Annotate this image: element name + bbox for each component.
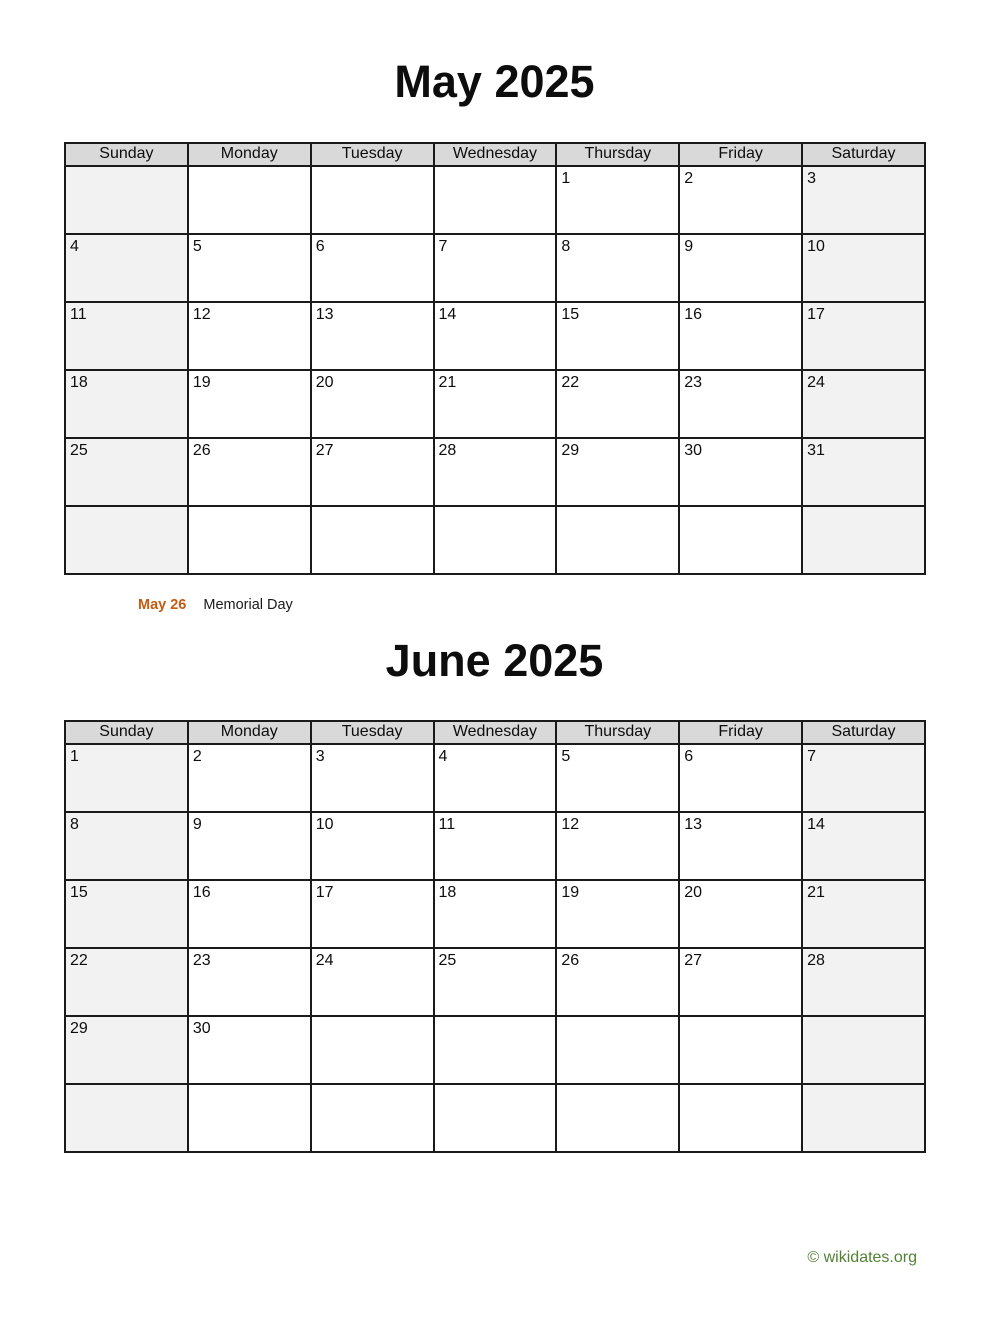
- calendar-empty-cell: [65, 506, 188, 574]
- calendar-day-cell: [679, 438, 802, 506]
- day-number: 28: [438, 442, 457, 459]
- weekday-header-tuesday: Tuesday: [311, 143, 434, 166]
- calendar-day-cell: [65, 438, 188, 506]
- calendar-day-cell: [65, 1016, 188, 1084]
- calendar-day-cell: [434, 812, 557, 880]
- weekday-header-sunday: Sunday: [65, 143, 188, 166]
- calendar-week-row: [65, 370, 925, 438]
- calendar-empty-cell: [679, 1016, 802, 1084]
- day-number: 10: [807, 238, 825, 255]
- calendar-day-cell: [188, 812, 311, 880]
- months-container: [0, 56, 989, 1153]
- weekday-header-tuesday: Tuesday: [311, 721, 434, 744]
- calendar-week-row: [65, 234, 925, 302]
- calendar-week-row: [65, 948, 925, 1016]
- day-number: 31: [807, 442, 825, 459]
- calendar-day-cell: [679, 166, 802, 234]
- day-number: 26: [192, 442, 211, 459]
- day-number: 8: [561, 238, 571, 255]
- day-number: 21: [438, 374, 457, 391]
- calendar-day-cell: [65, 370, 188, 438]
- calendar-day-cell: [188, 370, 311, 438]
- calendar-day-cell: [434, 880, 557, 948]
- calendar-day-cell: [556, 370, 679, 438]
- day-number: 6: [684, 748, 694, 765]
- day-number: 30: [192, 1020, 211, 1037]
- weekday-header-wednesday: Wednesday: [434, 721, 557, 744]
- calendar-empty-cell: [311, 166, 434, 234]
- day-number: 2: [192, 748, 202, 765]
- calendar-empty-cell: [311, 506, 434, 574]
- day-number: 16: [684, 306, 703, 323]
- calendar-empty-cell: [188, 506, 311, 574]
- calendar-day-cell: [434, 948, 557, 1016]
- calendar-empty-cell: [679, 506, 802, 574]
- calendar-day-cell: [434, 234, 557, 302]
- calendar-empty-cell: [65, 166, 188, 234]
- day-number: 13: [315, 306, 334, 323]
- calendar-day-cell: [65, 302, 188, 370]
- calendar-day-cell: [556, 302, 679, 370]
- calendar-day-cell: [434, 744, 557, 812]
- calendar-empty-cell: [311, 1084, 434, 1152]
- calendar-empty-cell: [556, 506, 679, 574]
- day-number: 18: [438, 884, 457, 901]
- weekday-header-row: [65, 721, 925, 744]
- calendar-week-row: [65, 812, 925, 880]
- calendar-empty-cell: [556, 1084, 679, 1152]
- day-number: 27: [315, 442, 334, 459]
- day-number: 23: [192, 952, 211, 969]
- day-number: 9: [192, 816, 202, 833]
- calendar-day-cell: [802, 234, 925, 302]
- day-number: 13: [684, 816, 703, 833]
- calendar-day-cell: [311, 438, 434, 506]
- weekday-header-thursday: Thursday: [556, 143, 679, 166]
- calendar-week-row: [65, 506, 925, 574]
- holiday-note: [138, 597, 989, 614]
- day-number: 12: [561, 816, 580, 833]
- calendar-day-cell: [679, 302, 802, 370]
- calendar-day-cell: [679, 948, 802, 1016]
- day-number: 5: [192, 238, 202, 255]
- calendar-empty-cell: [434, 1084, 557, 1152]
- day-number: 22: [70, 952, 88, 969]
- weekday-header-sunday: Sunday: [65, 721, 188, 744]
- calendar-day-cell: [434, 438, 557, 506]
- day-number: 29: [70, 1020, 88, 1037]
- calendar-day-cell: [679, 370, 802, 438]
- day-number: 20: [315, 374, 334, 391]
- calendar-table: [64, 720, 926, 1153]
- day-number: 16: [192, 884, 211, 901]
- month-section-june: [0, 635, 989, 1153]
- calendar-empty-cell: [311, 1016, 434, 1084]
- day-number: 19: [561, 884, 580, 901]
- weekday-header-row: [65, 143, 925, 166]
- month-title: June 2025: [385, 635, 604, 686]
- calendar-day-cell: [65, 812, 188, 880]
- day-number: 9: [684, 238, 694, 255]
- calendar-day-cell: [311, 812, 434, 880]
- calendar-empty-cell: [188, 166, 311, 234]
- calendar-day-cell: [188, 302, 311, 370]
- calendar-day-cell: [311, 744, 434, 812]
- calendar-day-cell: [802, 812, 925, 880]
- holiday-note-date: May 26: [138, 597, 187, 613]
- weekday-header-thursday: Thursday: [556, 721, 679, 744]
- calendar-empty-cell: [434, 506, 557, 574]
- day-number: 17: [315, 884, 334, 901]
- day-number: 29: [561, 442, 580, 459]
- calendar-day-cell: [188, 1016, 311, 1084]
- day-number: 17: [807, 306, 825, 323]
- day-number: 24: [807, 374, 825, 391]
- calendar-day-cell: [556, 744, 679, 812]
- calendar-empty-cell: [802, 506, 925, 574]
- day-number: 5: [561, 748, 571, 765]
- day-number: 22: [561, 374, 580, 391]
- calendar-day-cell: [802, 302, 925, 370]
- day-number: 21: [807, 884, 825, 901]
- calendar-day-cell: [311, 234, 434, 302]
- calendar-day-cell: [188, 438, 311, 506]
- calendar-week-row: [65, 1084, 925, 1152]
- calendar-day-cell: [802, 880, 925, 948]
- day-number: 3: [807, 170, 816, 187]
- calendar-day-cell: [556, 166, 679, 234]
- calendar-day-cell: [188, 744, 311, 812]
- calendar-day-cell: [311, 880, 434, 948]
- day-number: 3: [315, 748, 325, 765]
- calendar-day-cell: [311, 370, 434, 438]
- calendar-day-cell: [802, 166, 925, 234]
- day-number: 2: [684, 170, 694, 187]
- calendar-day-cell: [65, 234, 188, 302]
- day-number: 10: [315, 816, 334, 833]
- calendar-day-cell: [311, 948, 434, 1016]
- calendar-day-cell: [802, 744, 925, 812]
- calendar-empty-cell: [802, 1016, 925, 1084]
- calendar-day-cell: [556, 880, 679, 948]
- month-title: May 2025: [394, 56, 595, 107]
- calendar-week-row: [65, 1016, 925, 1084]
- holiday-note-label: Memorial Day: [203, 597, 293, 613]
- footer-credit-link[interactable]: © wikidates.org: [807, 1249, 917, 1266]
- calendar-day-cell: [434, 302, 557, 370]
- calendar-day-cell: [65, 880, 188, 948]
- calendar-day-cell: [556, 948, 679, 1016]
- calendar-empty-cell: [188, 1084, 311, 1152]
- day-number: 18: [70, 374, 88, 391]
- calendar-day-cell: [802, 438, 925, 506]
- day-number: 1: [561, 170, 571, 187]
- calendar-empty-cell: [65, 1084, 188, 1152]
- day-number: 12: [192, 306, 211, 323]
- day-number: 14: [807, 816, 825, 833]
- day-number: 7: [438, 238, 448, 255]
- calendar-day-cell: [188, 234, 311, 302]
- day-number: 15: [561, 306, 580, 323]
- calendar-week-row: [65, 744, 925, 812]
- calendar-body: [65, 744, 925, 1152]
- day-number: 14: [438, 306, 457, 323]
- day-number: 28: [807, 952, 825, 969]
- calendar-day-cell: [311, 302, 434, 370]
- weekday-header-friday: Friday: [679, 143, 802, 166]
- calendar-empty-cell: [434, 166, 557, 234]
- day-number: 11: [70, 306, 87, 323]
- calendar-empty-cell: [434, 1016, 557, 1084]
- day-number: 1: [70, 748, 79, 765]
- calendar-empty-cell: [802, 1084, 925, 1152]
- calendar-day-cell: [556, 234, 679, 302]
- calendar-day-cell: [679, 744, 802, 812]
- day-number: 4: [70, 238, 79, 255]
- day-number: 25: [70, 442, 88, 459]
- weekday-header-saturday: Saturday: [802, 721, 925, 744]
- day-number: 4: [438, 748, 448, 765]
- weekday-header-wednesday: Wednesday: [434, 143, 557, 166]
- day-number: 24: [315, 952, 334, 969]
- calendar-day-cell: [802, 370, 925, 438]
- weekday-header-monday: Monday: [188, 721, 311, 744]
- calendar-day-cell: [188, 948, 311, 1016]
- calendar-table: [64, 142, 926, 575]
- day-number: 15: [70, 884, 88, 901]
- day-number: 20: [684, 884, 703, 901]
- calendar-day-cell: [679, 234, 802, 302]
- calendar-day-cell: [679, 880, 802, 948]
- calendar-day-cell: [802, 948, 925, 1016]
- day-number: 27: [684, 952, 703, 969]
- day-number: 25: [438, 952, 457, 969]
- weekday-header-monday: Monday: [188, 143, 311, 166]
- calendar-day-cell: [679, 812, 802, 880]
- day-number: 19: [192, 374, 211, 391]
- day-number: 8: [70, 816, 79, 833]
- calendar-day-cell: [556, 438, 679, 506]
- calendar-day-cell: [65, 744, 188, 812]
- calendar-day-cell: [65, 948, 188, 1016]
- calendar-week-row: [65, 438, 925, 506]
- calendar-empty-cell: [679, 1084, 802, 1152]
- weekday-header-friday: Friday: [679, 721, 802, 744]
- day-number: 30: [684, 442, 703, 459]
- calendar-week-row: [65, 880, 925, 948]
- calendar-day-cell: [188, 880, 311, 948]
- calendar-day-cell: [434, 370, 557, 438]
- day-number: 23: [684, 374, 703, 391]
- calendar-week-row: [65, 166, 925, 234]
- calendar-empty-cell: [556, 1016, 679, 1084]
- month-section-may: [0, 56, 989, 614]
- footer: [807, 1248, 917, 1268]
- day-number: 7: [807, 748, 816, 765]
- day-number: 11: [438, 816, 456, 833]
- weekday-header-saturday: Saturday: [802, 143, 925, 166]
- calendar-body: [65, 166, 925, 574]
- calendar-day-cell: [556, 812, 679, 880]
- day-number: 6: [315, 238, 325, 255]
- day-number: 26: [561, 952, 580, 969]
- calendar-week-row: [65, 302, 925, 370]
